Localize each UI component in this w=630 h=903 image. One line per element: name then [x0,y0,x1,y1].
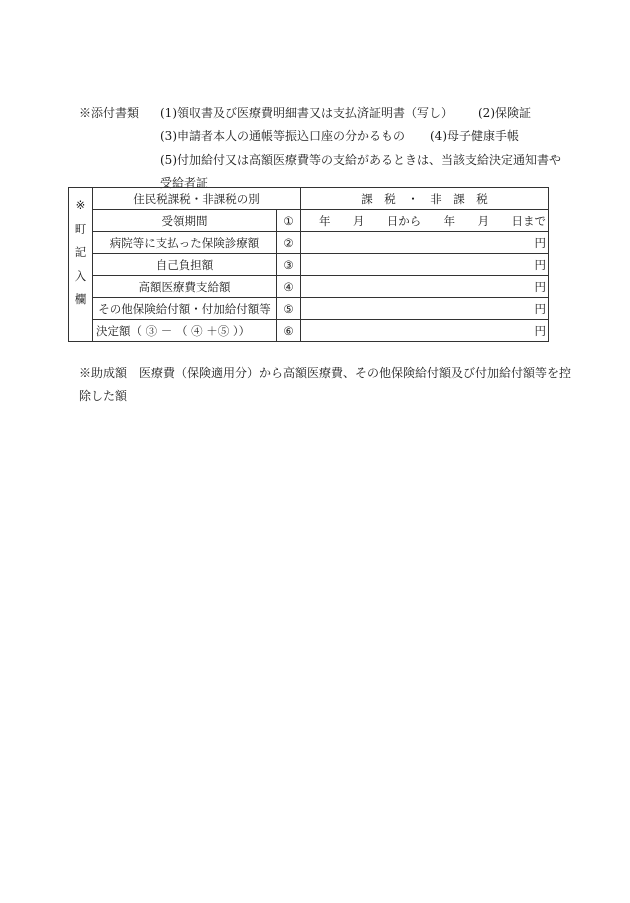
side-char: 欄 [74,292,87,306]
period-part: 日まで [511,213,546,228]
period-part: 年 [443,213,456,228]
table-row [69,276,549,298]
table-row [69,320,549,342]
row-number: ④ [277,276,301,298]
period-field[interactable] [301,210,549,232]
row-number: ⑤ [277,298,301,320]
attachment-item-4: (4)母子健康手帳 [430,129,519,143]
period-part: 月 [477,213,490,228]
side-char: 町 [74,221,87,236]
row-label: 決定額（ ③ － （ ④ ＋⑤ ）） [93,320,277,342]
table-row [69,298,549,320]
attachment-item-5-cont: 受給者証 [160,176,209,190]
row-label: 高額医療費支給額 [93,276,277,298]
tax-status-field[interactable]: 課 税 ・ 非 課 税 [301,188,549,210]
side-char: 入 [74,268,87,283]
row-label: 病院等に支払った保険診療額 [93,232,277,254]
table-row [69,254,549,276]
period-row [69,210,549,232]
attachment-item-3: (3)申請者本人の通帳等振込口座の分かるもの [160,129,405,143]
tax-status-label: 住民税課税・非課税の別 [93,188,301,210]
attachment-item-1: (1)領収書及び医療費明細書又は支払済証明書（写し） [160,106,454,120]
amount-field[interactable]: 円 [301,298,549,320]
amount-field[interactable]: 円 [301,254,549,276]
row-number: ① [277,210,301,232]
attachment-item-2: (2)保険証 [478,106,531,120]
table-row [69,232,549,254]
period-part: 月 [352,213,365,228]
office-use-side-label [69,188,93,342]
side-char: ※ [75,198,86,212]
side-char: 記 [74,245,87,259]
amount-field[interactable]: 円 [301,232,549,254]
period-part: 年 [319,213,331,228]
period-label: 受領期間 [93,210,277,232]
row-number: ② [277,232,301,254]
subsidy-note: ※助成額 医療費（保険適用分）から高額医療費、その他保険給付額及び付加給付額等を控 [79,366,572,380]
row-number: ⑥ [277,320,301,342]
office-use-table [68,187,549,342]
amount-field[interactable]: 円 [301,320,549,342]
subsidy-note-cont: 除した額 [79,389,128,403]
tax-row [69,188,549,210]
attachment-item-5: (5)付加給付又は高額医療費等の支給があるときは、当該支給決定通知書や [160,153,562,167]
period-part: 日から [386,213,422,228]
amount-field[interactable]: 円 [301,276,549,298]
row-number: ③ [277,254,301,276]
attachments-heading: ※添付書類 [79,106,140,120]
row-label: その他保険給付額・付加給付額等 [93,298,277,320]
row-label: 自己負担額 [93,254,277,276]
